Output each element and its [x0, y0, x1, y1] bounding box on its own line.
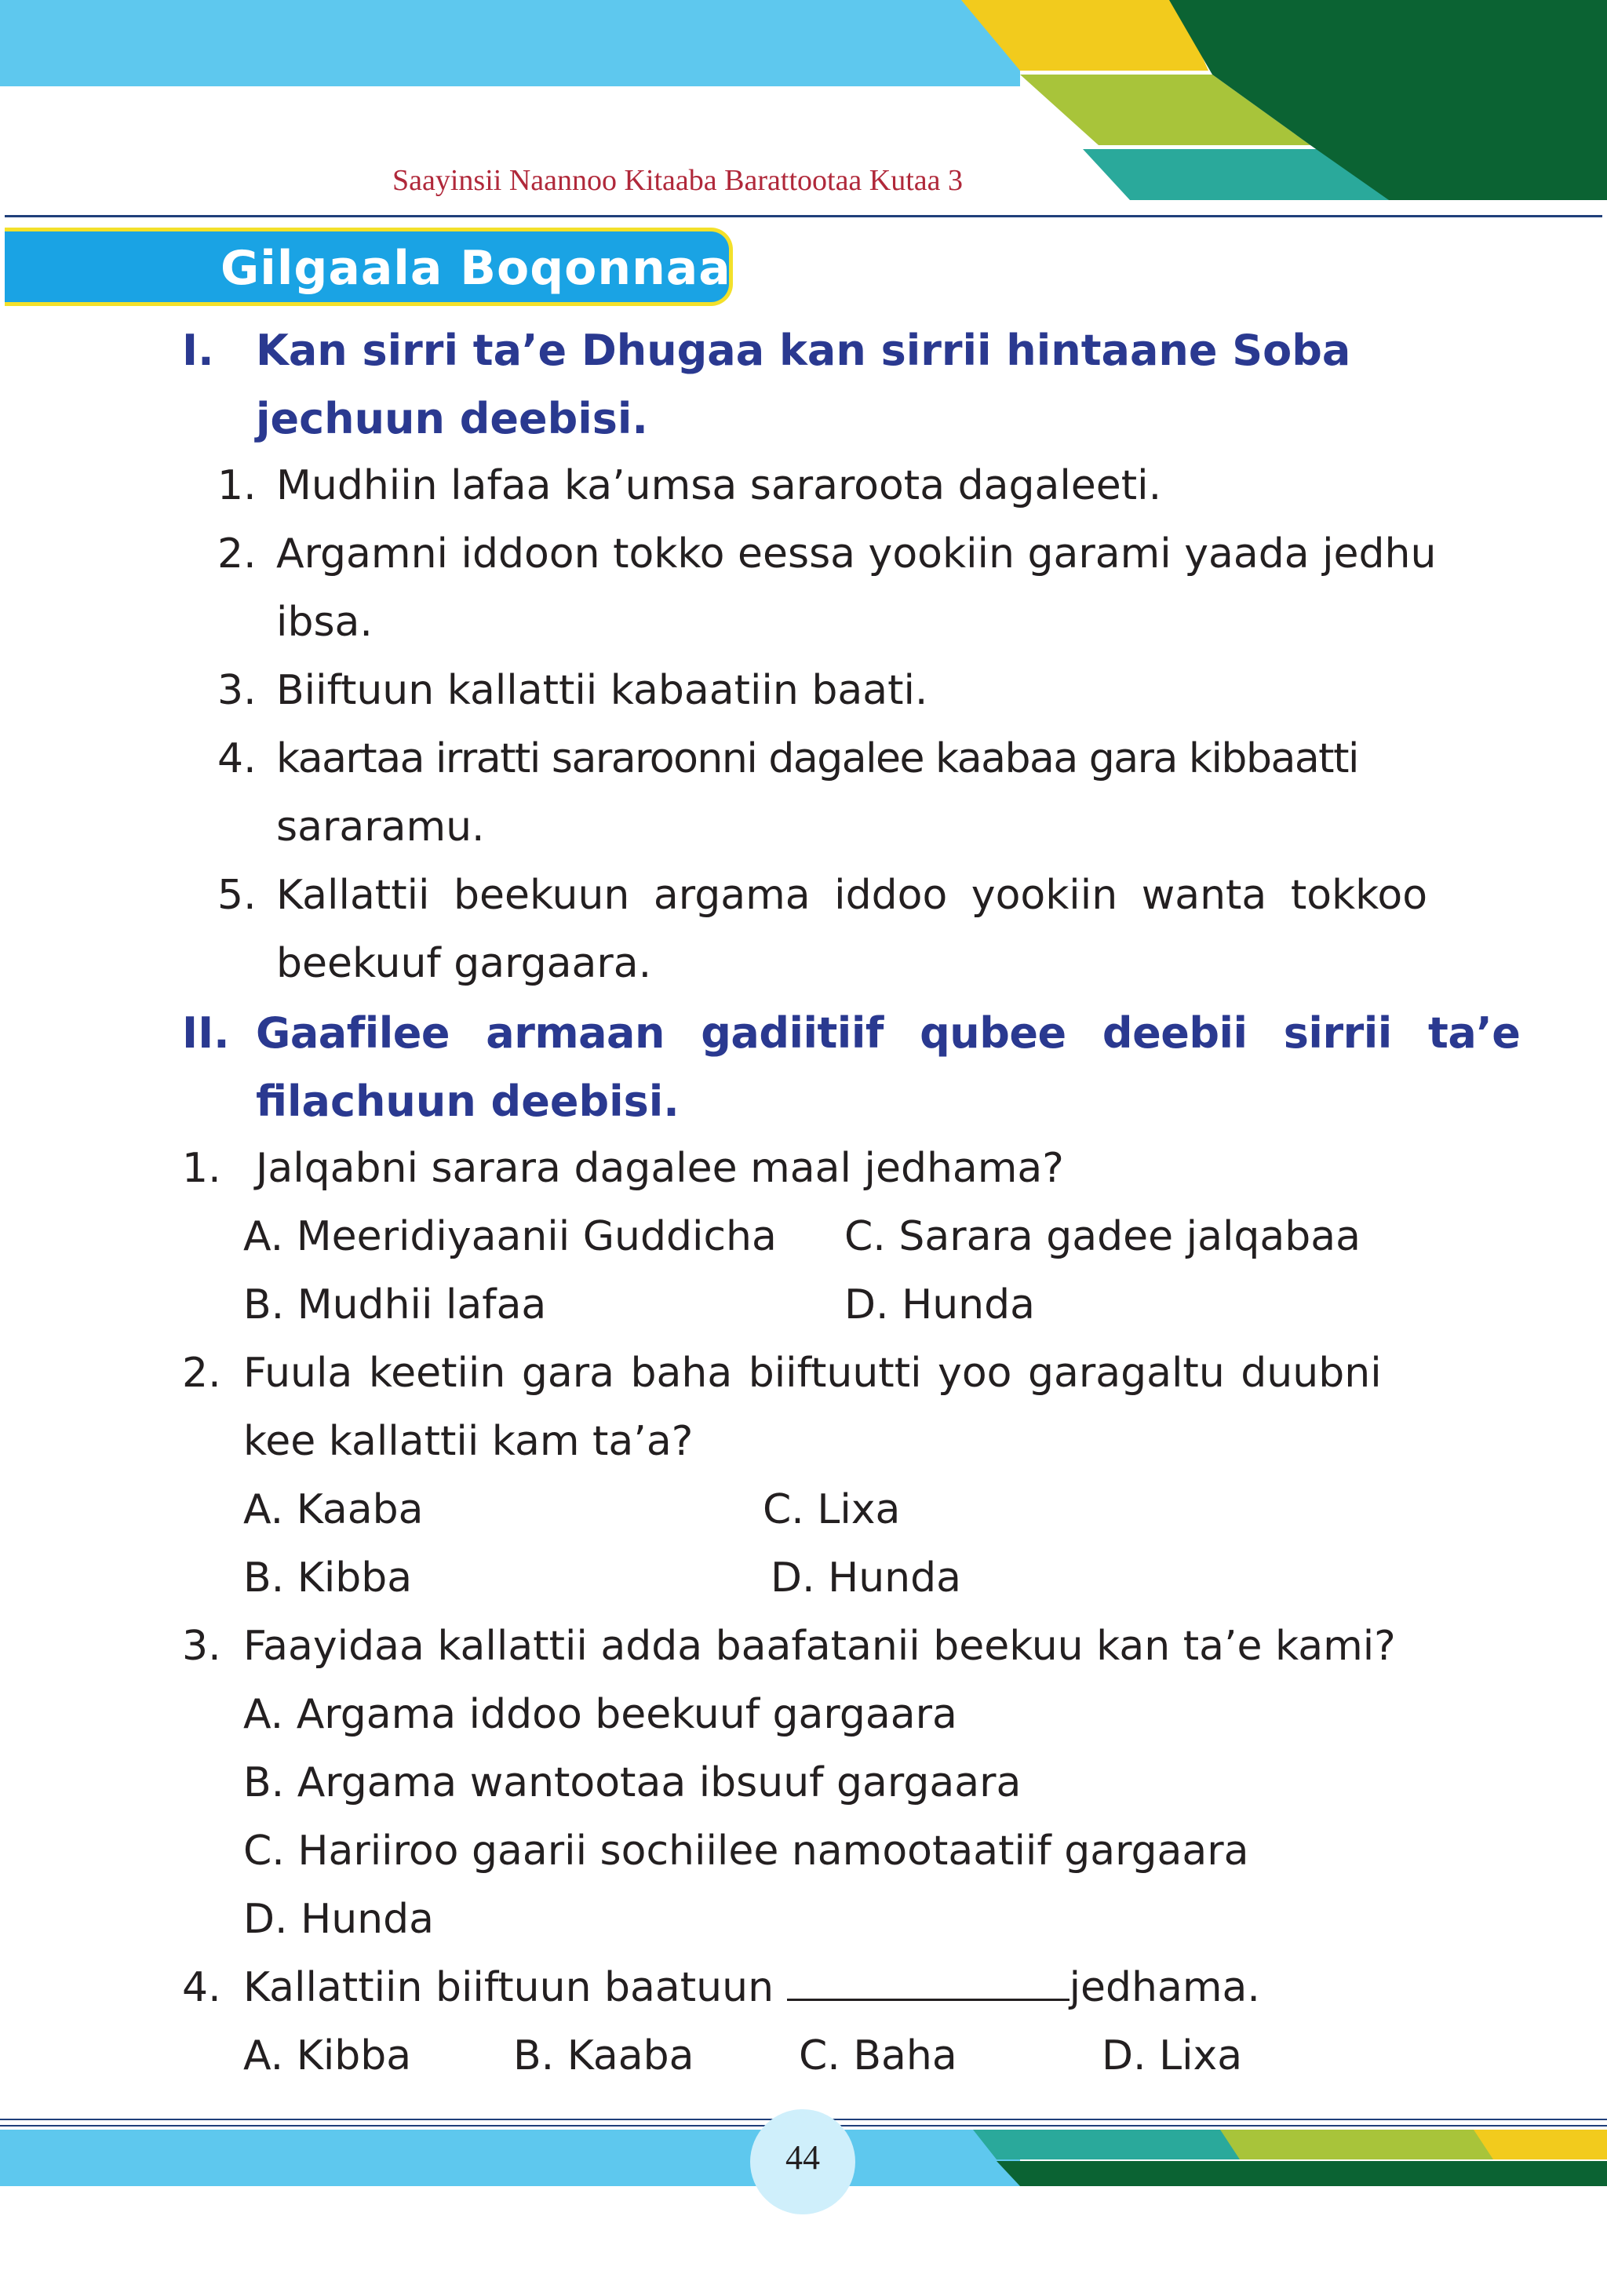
q4-text-after: jedhama.	[1069, 1964, 1260, 2011]
q4-answer-blank	[787, 1964, 1070, 2001]
section1-number: I.	[182, 326, 214, 375]
q1-option-b: B. Mudhii lafaa	[243, 1281, 547, 1328]
q4-text-before: Kallattiin biiftuun baatuun	[243, 1964, 774, 2011]
footer-teal-band	[973, 2130, 1248, 2159]
q4-text	[243, 1964, 1260, 2011]
q1-text: Jalqabni sarara dagalee maal jedhama?	[256, 1145, 1064, 1192]
s1-item5-text-line2: beekuuf gargaara.	[276, 940, 652, 987]
footer-yellow-band	[1474, 2130, 1607, 2159]
book-title: Saayinsii Naannoo Kitaaba Barattootaa Kutaa 3	[392, 164, 964, 197]
q2-option-a: A. Kaaba	[243, 1486, 424, 1533]
footer-light-blue-band	[0, 2130, 1020, 2186]
activity-title: Gilgaala Boqonnaa 2	[220, 241, 782, 296]
q4-num: 4.	[182, 1964, 221, 2011]
q4-option-c: C. Baha	[799, 2032, 957, 2079]
page-number: 44	[785, 2138, 820, 2177]
section2-instruction-line2: filachuun deebisi.	[256, 1077, 680, 1126]
q1-option-a: A. Meeridiyaanii Guddicha	[243, 1213, 777, 1260]
section2-number: II.	[182, 1008, 230, 1058]
q4-option-b: B. Kaaba	[513, 2032, 694, 2079]
s1-item2-num: 2.	[217, 530, 257, 578]
q2-text-line1: Fuula keetiin gara baha biiftuutti yoo garagaltu duubni	[243, 1350, 1382, 1397]
activity-title-banner	[5, 228, 782, 306]
q1-num: 1.	[182, 1145, 221, 1192]
q4-option-a: A. Kibba	[243, 2032, 412, 2079]
s1-item4-text-line1: kaartaa irratti sararoonni dagalee kaabaa gara kibbaatti	[276, 735, 1358, 782]
q2-option-b: B. Kibba	[243, 1554, 413, 1602]
header-rule	[5, 215, 1602, 217]
q3-text: Faayidaa kallattii adda baafatanii beekuu kan ta’e kami?	[243, 1623, 1396, 1670]
q3-num: 3.	[182, 1623, 221, 1670]
q4-option-d: D. Lixa	[1102, 2032, 1243, 2079]
s1-item5-text-line1: Kallattii beekuun argama iddoo yookiin wanta tokkoo	[276, 872, 1428, 919]
q1-option-c: C. Sarara gadee jalqabaa	[844, 1213, 1361, 1260]
header-light-blue-band	[0, 0, 1020, 86]
section1-instruction-line2: jechuun deebisi.	[256, 394, 648, 443]
section2-instruction-line1: Gaafilee armaan gadiitiif qubee deebii sirrii ta’e	[256, 1008, 1521, 1058]
footer-dark-green-band	[997, 2161, 1607, 2186]
q3-option-d: D. Hunda	[243, 1896, 434, 1943]
q2-option-d: D. Hunda	[771, 1554, 961, 1602]
q3-option-a: A. Argama iddoo beekuuf gargaara	[243, 1691, 957, 1738]
q1-option-d: D. Hunda	[844, 1281, 1035, 1328]
q2-num: 2.	[182, 1350, 221, 1397]
s1-item3-num: 3.	[217, 667, 257, 714]
s1-item5-num: 5.	[217, 872, 257, 919]
s1-item3-text: Biiftuun kallattii kabaatiin baati.	[276, 667, 928, 714]
q3-option-c: C. Hariiroo gaarii sochiilee namootaatiif gargaara	[243, 1828, 1249, 1875]
q2-option-c: C. Lixa	[763, 1486, 901, 1533]
s1-item1-num: 1.	[217, 462, 257, 509]
s1-item2-text-line2: ibsa.	[276, 599, 373, 646]
q3-option-b: B. Argama wantootaa ibsuuf gargaara	[243, 1759, 1022, 1806]
section1-instruction-line1: Kan sirri ta’e Dhugaa kan sirrii hintaane Soba	[256, 326, 1351, 375]
q2-text-line2: kee kallattii kam ta’a?	[243, 1418, 694, 1465]
s1-item2-text-line1: Argamni iddoon tokko eessa yookiin garami yaada jedhu	[276, 530, 1437, 578]
s1-item4-num: 4.	[217, 735, 257, 782]
s1-item4-text-line2: sararamu.	[276, 804, 485, 851]
s1-item1-text: Mudhiin lafaa ka’umsa sararoota dagaleeti.	[276, 462, 1162, 509]
footer-lime-band	[1220, 2130, 1495, 2159]
